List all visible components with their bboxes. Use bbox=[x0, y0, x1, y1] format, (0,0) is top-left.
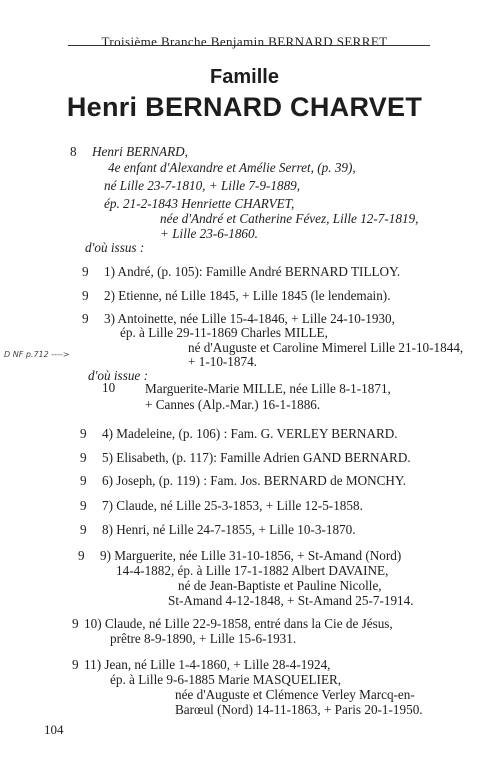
grandchild-line: Marguerite-Marie MILLE, née Lille 8-1-1871, bbox=[145, 381, 391, 396]
child-line: 8) Henri, né Lille 24-7-1855, + Lille 10-3-1870. bbox=[102, 522, 356, 537]
child-generation: 9 bbox=[78, 548, 85, 563]
margin-note: D NF p.712 ----> bbox=[4, 350, 70, 359]
child-line: 11) Jean, né Lille 1-4-1860, + Lille 28-4-1924, bbox=[84, 657, 331, 672]
child-line: ép. à Lille 29-11-1869 Charles MILLE, bbox=[120, 325, 328, 340]
grandchild-line: + Cannes (Alp.-Mar.) 16-1-1886. bbox=[145, 397, 321, 412]
child-line: 1) André, (p. 105): Famille André BERNARD TILLOY. bbox=[104, 264, 401, 279]
main-line: né Lille 23-7-1810, + Lille 7-9-1889, bbox=[104, 178, 301, 193]
child-line: 3) Antoinette, née Lille 15-4-1846, + Lille 24-10-1930, bbox=[104, 311, 395, 326]
child-line: prêtre 8-9-1890, + Lille 15-6-1931. bbox=[110, 631, 297, 646]
child-line: 7) Claude, né Lille 25-3-1853, + Lille 12-5-1858. bbox=[102, 498, 363, 513]
issue-label: d'où issue : bbox=[88, 368, 148, 383]
main-line: + Lille 23-6-1860. bbox=[160, 226, 258, 241]
child-line: né de Jean-Baptiste et Pauline Nicolle, bbox=[178, 578, 382, 593]
child-line: 5) Elisabeth, (p. 117): Famille Adrien GAND BERNARD. bbox=[102, 450, 411, 465]
child-line: + 1-10-1874. bbox=[188, 354, 257, 369]
main-line: 4e enfant d'Alexandre et Amélie Serret, (p. 39), bbox=[108, 160, 356, 175]
child-generation: 9 bbox=[80, 498, 87, 513]
child-line: St-Amand 4-12-1848, + St-Amand 25-7-1914. bbox=[168, 593, 414, 608]
child-generation: 9 bbox=[80, 450, 87, 465]
family-label: Famille bbox=[210, 66, 279, 88]
child-line: né d'Auguste et Caroline Mimerel Lille 21-10-1844, bbox=[188, 340, 464, 355]
child-generation: 9 bbox=[82, 311, 89, 326]
child-line: 9) Marguerite, née Lille 31-10-1856, + St-Amand (Nord) bbox=[100, 548, 402, 563]
child-generation: 9 bbox=[82, 264, 89, 279]
header-rule bbox=[68, 45, 430, 46]
child-line: née d'Auguste et Clémence Verley Marcq-en- bbox=[175, 687, 415, 702]
child-line: ép. à Lille 9-6-1885 Marie MASQUELIER, bbox=[110, 672, 342, 687]
main-line: ép. 21-2-1843 Henriette CHARVET, bbox=[104, 196, 295, 211]
child-generation: 9 bbox=[82, 288, 89, 303]
child-line: Barœul (Nord) 14-11-1863, + Paris 20-1-1950. bbox=[175, 702, 423, 717]
child-generation: 9 bbox=[80, 426, 87, 441]
child-line: 10) Claude, né Lille 22-9-1858, entré dans la Cie de Jésus, bbox=[84, 616, 393, 631]
running-header: Troisième Branche Benjamin BERNARD SERRET bbox=[101, 34, 388, 49]
main-line: née d'André et Catherine Févez, Lille 12-7-1819, bbox=[160, 211, 419, 226]
child-generation: 9 bbox=[80, 473, 87, 488]
grandchild-generation: 10 bbox=[102, 380, 116, 395]
child-line: 2) Etienne, né Lille 1845, + Lille 1845 (le lendemain). bbox=[104, 288, 391, 303]
main-line: Henri BERNARD, bbox=[92, 144, 188, 159]
child-generation: 9 bbox=[80, 522, 87, 537]
main-generation: 8 bbox=[70, 144, 77, 159]
child-line: 4) Madeleine, (p. 106) : Fam. G. VERLEY BERNARD. bbox=[102, 426, 398, 441]
child-generation: 9 bbox=[72, 616, 79, 631]
child-line: 14-4-1882, ép. à Lille 17-1-1882 Albert DAVAINE, bbox=[116, 563, 389, 578]
issus-label: d'où issus : bbox=[85, 240, 145, 255]
child-generation: 9 bbox=[72, 657, 79, 672]
child-line: 6) Joseph, (p. 119) : Fam. Jos. BERNARD de MONCHY. bbox=[102, 473, 407, 488]
family-name: Henri BERNARD CHARVET bbox=[66, 92, 423, 122]
page-number: 104 bbox=[44, 722, 64, 737]
